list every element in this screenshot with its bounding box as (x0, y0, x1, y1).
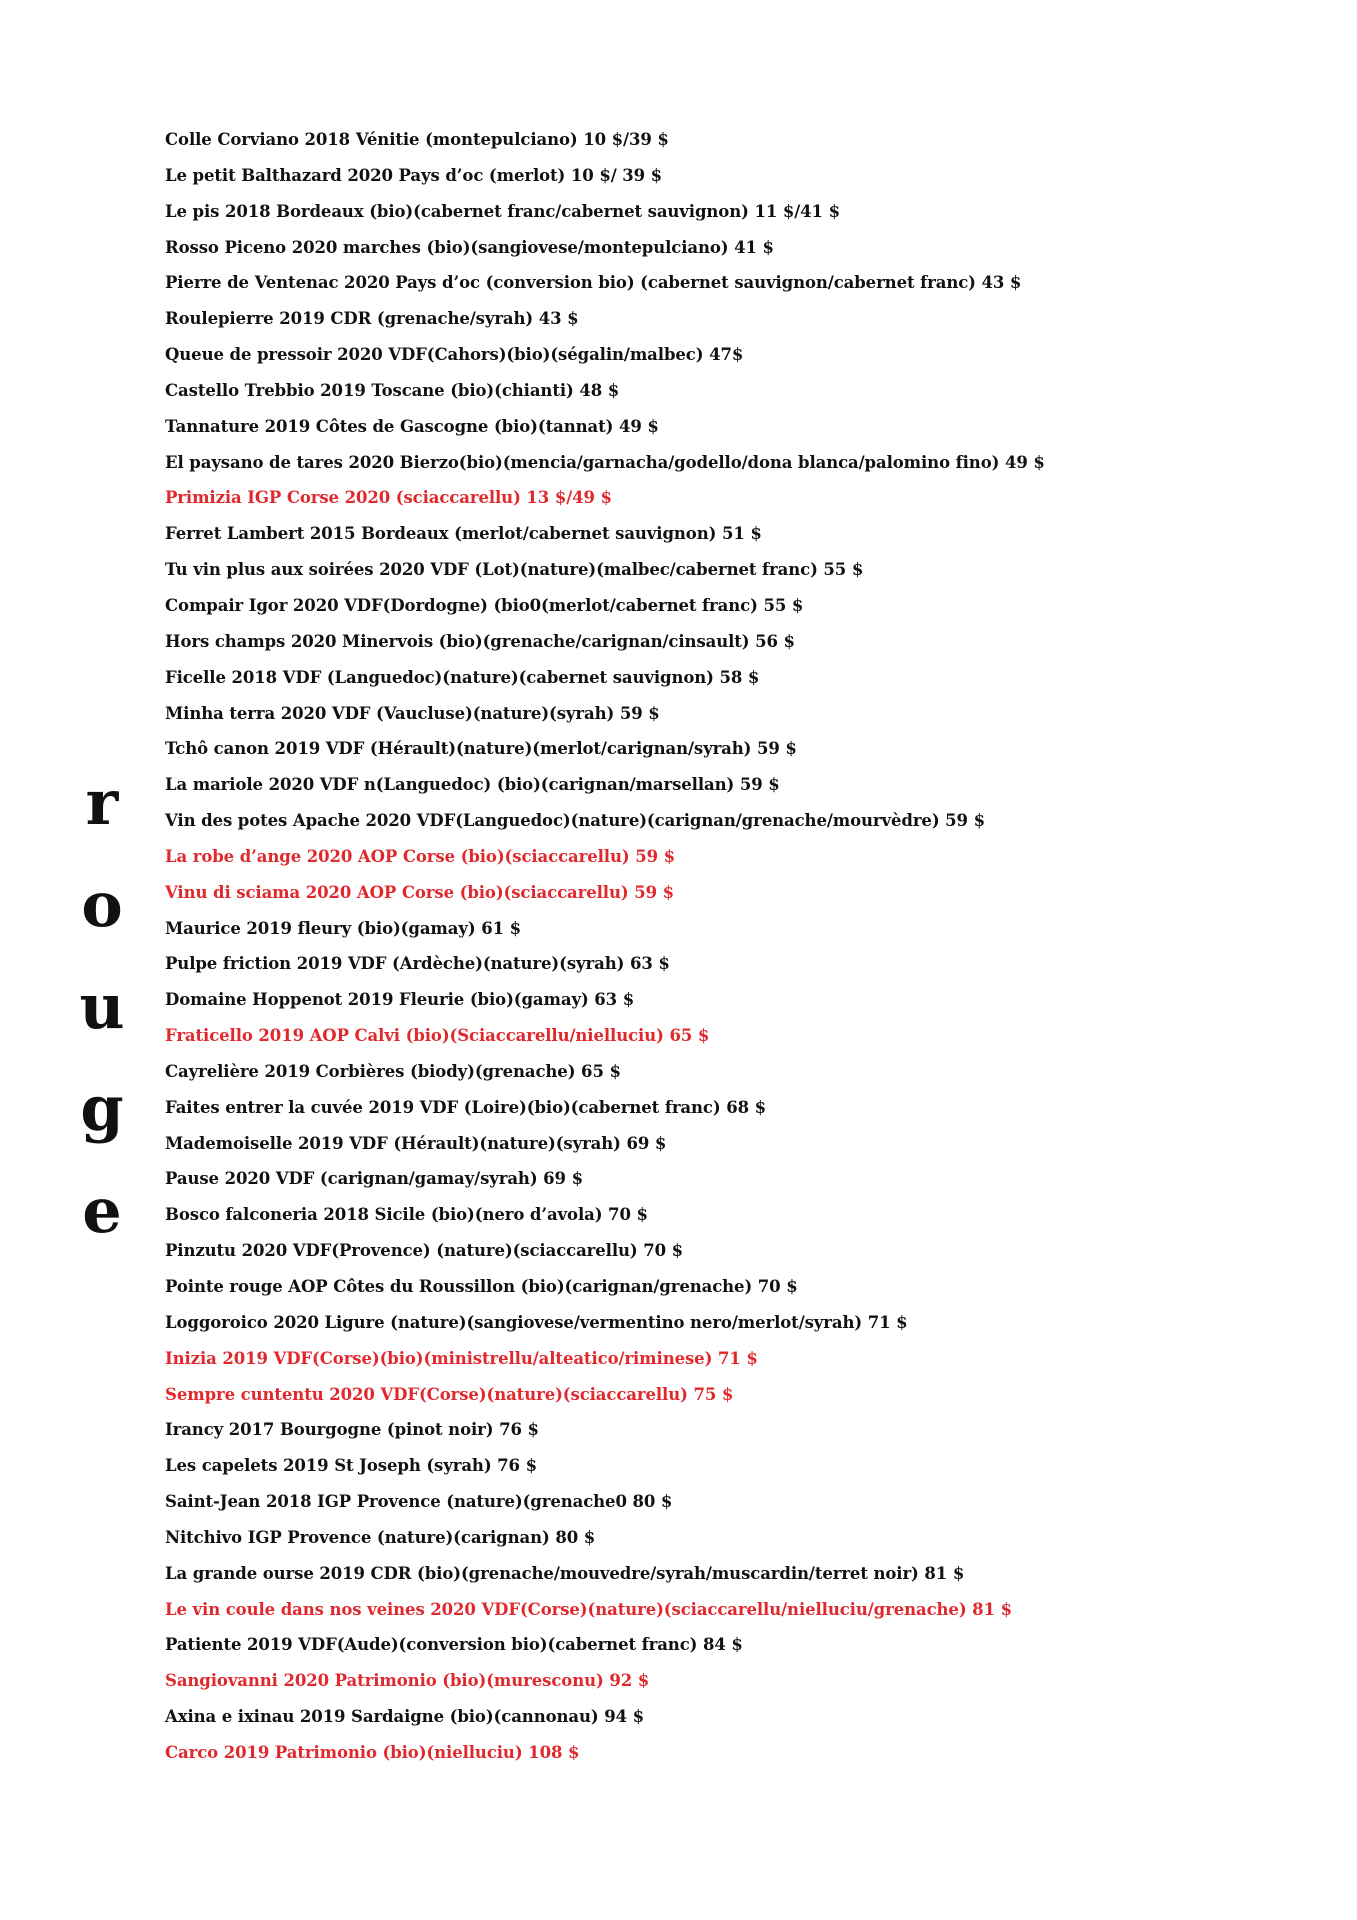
section-title-letter: e (82, 1174, 122, 1247)
red-wine-list (165, 122, 1285, 1771)
wine-item: Pulpe friction 2019 VDF (Ardèche)(nature)(syrah) 63 $ (165, 954, 670, 974)
section-title-letter: o (81, 868, 123, 941)
wine-item: Domaine Hoppenot 2019 Fleurie (bio)(gamay) 63 $ (165, 990, 635, 1010)
wine-item: Tchô canon 2019 VDF (Hérault)(nature)(merlot/carignan/syrah) 59 $ (165, 739, 797, 759)
wine-item: Axina e ixinau 2019 Sardaigne (bio)(cannonau) 94 $ (165, 1707, 645, 1727)
wine-item: Les capelets 2019 St Joseph (syrah) 76 $ (165, 1456, 537, 1476)
wine-item: Pierre de Ventenac 2020 Pays d’oc (conversion bio) (cabernet sauvignon/cabernet franc) 43 $ (165, 273, 1022, 293)
wine-item: Saint-Jean 2018 IGP Provence (nature)(grenache0 80 $ (165, 1492, 673, 1512)
wine-item-highlighted: Inizia 2019 VDF(Corse)(bio)(ministrellu/alteatico/riminese) 71 $ (165, 1348, 758, 1368)
wine-item: Tu vin plus aux soirées 2020 VDF (Lot)(nature)(malbec/cabernet franc) 55 $ (165, 560, 864, 580)
wine-item: Cayrelière 2019 Corbières (biody)(grenache) 65 $ (165, 1061, 621, 1081)
wine-item-highlighted: Sempre cuntentu 2020 VDF(Corse)(nature)(sciaccarellu) 75 $ (165, 1384, 734, 1404)
wine-item: Loggoroico 2020 Ligure (nature)(sangiovese/vermentino nero/merlot/syrah) 71 $ (165, 1312, 908, 1332)
wine-item: Tannature 2019 Côtes de Gascogne (bio)(tannat) 49 $ (165, 416, 659, 436)
wine-item: Pause 2020 VDF (carignan/gamay/syrah) 69 $ (165, 1169, 583, 1189)
wine-item: Castello Trebbio 2019 Toscane (bio)(chianti) 48 $ (165, 380, 620, 400)
wine-item: Patiente 2019 VDF(Aude)(conversion bio)(cabernet franc) 84 $ (165, 1635, 743, 1655)
wine-item-highlighted: Carco 2019 Patrimonio (bio)(nielluciu) 108 $ (165, 1742, 580, 1762)
wine-item: Colle Corviano 2018 Vénitie (montepulciano) 10 $/39 $ (165, 130, 669, 149)
wine-item-highlighted: La robe d’ange 2020 AOP Corse (bio)(sciaccarellu) 59 $ (165, 846, 675, 866)
wine-item: Faites entrer la cuvée 2019 VDF (Loire)(bio)(cabernet franc) 68 $ (165, 1097, 766, 1117)
wine-item: Pinzutu 2020 VDF(Provence) (nature)(sciaccarellu) 70 $ (165, 1241, 684, 1261)
section-title-letter: r (85, 766, 119, 839)
wine-item: Hors champs 2020 Minervois (bio)(grenache/carignan/cinsault) 56 $ (165, 631, 795, 651)
wine-item: La mariole 2020 VDF n(Languedoc) (bio)(carignan/marsellan) 59 $ (165, 775, 780, 795)
wine-item: Rosso Piceno 2020 marches (bio)(sangiovese/montepulciano) 41 $ (165, 237, 774, 257)
wine-item: Ferret Lambert 2015 Bordeaux (merlot/cabernet sauvignon) 51 $ (165, 524, 762, 544)
wine-item: Queue de pressoir 2020 VDF(Cahors)(bio)(ségalin/malbec) 47$ (165, 345, 744, 365)
wine-item: Pointe rouge AOP Côtes du Roussillon (bio)(carignan/grenache) 70 $ (165, 1277, 798, 1296)
wine-item-highlighted: Fraticello 2019 AOP Calvi (bio)(Sciaccarellu/nielluciu) 65 $ (165, 1026, 710, 1046)
wine-item-highlighted: Primizia IGP Corse 2020 (sciaccarellu) 13 $/49 $ (165, 488, 612, 508)
wine-item-highlighted: Sangiovanni 2020 Patrimonio (bio)(muresconu) 92 $ (165, 1671, 650, 1691)
wine-item: Compair Igor 2020 VDF(Dordogne) (bio0(merlot/cabernet franc) 55 $ (165, 595, 804, 615)
section-title-rouge (72, 752, 132, 1262)
wine-item: Vin des potes Apache 2020 VDF(Languedoc)(nature)(carignan/grenache/mourvèdre) 59 $ (165, 811, 985, 831)
section-title-letter: g (80, 1072, 124, 1145)
wine-item: Irancy 2017 Bourgogne (pinot noir) 76 $ (165, 1420, 539, 1440)
section-title-letter: u (79, 970, 125, 1043)
wine-item: Maurice 2019 fleury (bio)(gamay) 61 $ (165, 918, 521, 938)
wine-item: Ficelle 2018 VDF (Languedoc)(nature)(cabernet sauvignon) 58 $ (165, 667, 760, 687)
wine-item: Le pis 2018 Bordeaux (bio)(cabernet franc/cabernet sauvignon) 11 $/41 $ (165, 201, 840, 221)
wine-item: Nitchivo IGP Provence (nature)(carignan) 80 $ (165, 1527, 596, 1547)
wine-item: Minha terra 2020 VDF (Vaucluse)(nature)(syrah) 59 $ (165, 703, 660, 723)
wine-item: Le petit Balthazard 2020 Pays d’oc (merlot) 10 $/ 39 $ (165, 165, 663, 185)
wine-item-highlighted: Vinu di sciama 2020 AOP Corse (bio)(sciaccarellu) 59 $ (165, 882, 674, 902)
wine-item: Mademoiselle 2019 VDF (Hérault)(nature)(syrah) 69 $ (165, 1133, 667, 1153)
wine-item: El paysano de tares 2020 Bierzo(bio)(mencia/garnacha/godello/dona blanca/palomino fino) 49 $ (165, 452, 1045, 472)
wine-item: La grande ourse 2019 CDR (bio)(grenache/mouvedre/syrah/muscardin/terret noir) 81 $ (165, 1563, 965, 1583)
wine-item-highlighted: Le vin coule dans nos veines 2020 VDF(Corse)(nature)(sciaccarellu/nielluciu/grenache) 81 $ (165, 1599, 1012, 1619)
wine-item: Bosco falconeria 2018 Sicile (bio)(nero d’avola) 70 $ (165, 1205, 648, 1225)
wine-item: Roulepierre 2019 CDR (grenache/syrah) 43 $ (165, 309, 579, 329)
